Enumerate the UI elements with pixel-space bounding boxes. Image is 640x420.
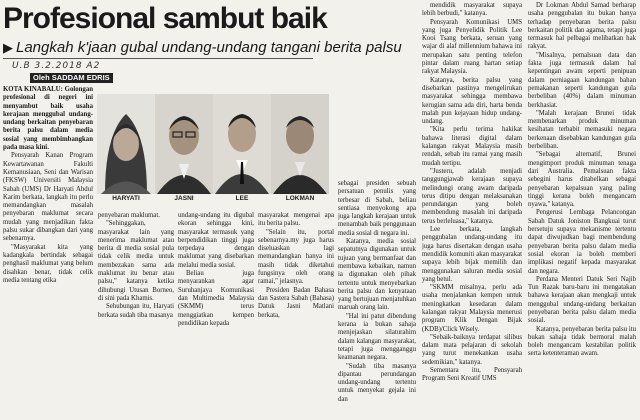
paragraph: Katanya, berita palsu yang disebarkan pastinya mengelirukan masyarakat sehingga membawa kerugian sama ada diri, harta benda malah pun kejayaan hidup undang-undang.	[422, 76, 522, 126]
paragraph: Pengerusi Lembaga Pelancongan Sabah Datuk Joniston Bangkuai turut bersetuju supaya mekanisme tertentu dapat diwujudkan bagi membendung penyebaran berita palsu dalam media sosial ekoran ia boleh memberi implikasi negatif kepada masyarakat dan negara.	[528, 209, 636, 275]
paragraph: KOTA KINABALU: Golongan profesional di negeri ini menyambut baik usaha kerajaan menggubal undang-undang berkaitan penyebaran berita palsu dalam media sosial yang membimbangkan pada masa kini.	[3, 86, 93, 152]
paragraph: Sehubungan itu, Haryati berkata sudah tiba masanya	[98, 303, 174, 319]
paragraph: "Selain itu, portal sebenarnya.my juga harus diseluaskan lagi memandangkan hanya ini masih tidak diketahui fungsinya oleh orang ramai," jelasnya.	[258, 228, 334, 286]
paragraph: Katanya, media sosial sepatutnya digunakan untuk tujuan yang bermanfaat dan membawa kebaikan, namun ia digunakan oleh pihak tertentu untuk menyebarkan berita palsu dan kenyataan yang bertujuan menjatuhkan maruah orang lain.	[338, 238, 416, 312]
paragraph: penyebaran maklumat.	[98, 212, 160, 219]
byline: Oleh SADDAM EDRIS	[30, 73, 113, 83]
caption-jasni: JASNI	[174, 195, 194, 202]
handwritten-date: U.B 3.2.2018 A2	[12, 61, 101, 71]
paragraph: Beliau juga menyarankan agar Suruhanjaya Komunikasi dan Multimedia Malaysia (SKMM) terus menggiatkan kempen pendidikan kepada	[178, 270, 254, 327]
paragraph: Sementara itu, Pensyarah Program Seni Kreatif UMS	[422, 367, 522, 383]
paragraph: Lee berkata, langkah penggubalan undang-undang itu juga harus disertakan dengan usaha mendidik komuniti akan masyarakat supaya lebih bijak memilih dan menggunakan saluran media sosial yang betul.	[422, 226, 522, 283]
photo-lee	[213, 94, 271, 194]
paragraph: "Masyarakat kita yang kadangkala bertindak sebagai penghasil maklumat yang belum disahkan benar, tidak celik media tentang etika	[3, 243, 93, 284]
paragraph: "Malah kerajaan Brunei tidak membenarkan produk minuman kesihatan terbabit memasuki negara berkenaan disebabkan kandungan gula berbeliban.	[528, 109, 636, 151]
paragraph: sebagai presiden sebuah persatuan penulis yang terbesar di Sabah, beliau sentiasa menyokong apa juga langkah kerajaan untuk menambah baik penggunaan media sosial di negara ini.	[338, 180, 416, 237]
article-column-7	[528, 2, 636, 418]
article-column-2	[98, 212, 174, 418]
paragraph: "Sebagai alternatif, Brunei mengimport produk minuman tenaga dari Australia. Pemalsuan fakta sebegini harus ditabelkan sebagai penyebaran kepalsuan yang paling tinggi kerana boleh mengancam nyawa," katanya.	[528, 151, 636, 209]
subhead-rule	[3, 58, 313, 59]
paragraph: "Sebaik-baiknya terdapat silibus dalam mata pelajaran di sekolah yang turut menekankan usaha sedemikian," katanya.	[422, 333, 522, 366]
subhead	[3, 38, 402, 58]
paragraph: "Kita perlu terima hakikat bahawa literasi digital dalam kalangan rakyat Malaysia masih rendah, sebab itu ramai yang masih mudah tertipu.	[422, 126, 522, 167]
paragraph: Perdana Menteri Datuk Seri Najib Tun Razak baru-baru ini mengatakan bahawa kerajaan akan mengkaji untuk menggubal undang-undang berkaitan penyebaran berita palsu dalam media sosial.	[528, 275, 636, 325]
paragraph: "Hal ini patut dibendung kerana ia bukan sahaja menjejaskan silaturahim dalam kalangan masyarakat, tetapi juga mengganggu keamanan negara.	[338, 312, 416, 362]
paragraph: mendidik masyarakat supaya lebih berbudi," katanya.	[422, 2, 522, 18]
article-column-4	[258, 212, 334, 418]
paragraph: "Sehinggakan, masyarakat lain yang menerima maklumat atau berita di media sosial pula tidak celik media untuk membezakan sama ada maklumat itu benar atau palsu," katanya ketika dihubungi Utusan Borneo, di sini pada Khamis.	[98, 220, 174, 302]
article-column-1	[3, 86, 93, 418]
article-column-3	[178, 212, 254, 418]
paragraph: Katanya, penyebaran berita palsu itu bukan sahaja tidak bermoral malah boleh mengancam kestabilan politik serta ketenteraman awam.	[528, 325, 636, 358]
caption-lokman: LOKMAN	[285, 195, 315, 202]
caption-lee: LEE	[235, 195, 249, 202]
photo-strip	[97, 94, 332, 204]
paragraph: masyarakat mengenai apa itu berita palsu.	[258, 212, 334, 228]
paragraph: Presiden Badan Bahasa dan Sastera Sabah (Bahasa) Datuk Jasni Matlani berkata,	[258, 286, 334, 319]
photo-lokman	[271, 94, 329, 194]
article-column-5	[338, 180, 416, 418]
paragraph: "Misalnya, pemalsuan data dan fakta juga termasuk dalam hal kepentingan awam seperti penipuan dalam perniagaan kandungan bahan pemakanan seperti kandungan gula berbeliban (40%) dalam minuman berkhasiat.	[528, 51, 636, 109]
photo-haryati	[97, 94, 155, 194]
headline: Profesional sambut baik	[3, 2, 327, 35]
subhead-text: Langkah k'jaan gubal undang-undang tangani berita palsu	[16, 39, 402, 56]
arrow-icon: ▶	[3, 40, 13, 55]
paragraph: "SKMM misalnya, perlu ada usaha menjalankan kempen untuk meningkatkan kesedaran dalam kalangan rakyat Malaysia menerusi program Klik Dengan Bijak (KDB)/Click Wisely.	[422, 284, 522, 333]
paragraph: "Sudah tiba masanya dipantau perundangan undang-undang tertentu untuk menyekat gejala ini dan	[338, 362, 416, 403]
paragraph: Pensyarah Kanan Program Kewartawanan Fakulti Kemanusiaan, Seni dan Warisan (FKSW) Universiti Malaysia Sabah (UMS) Dr Haryati Abdul Karim berkata, langkah itu perlu memandangkan masalah penyebaran maklumat secara mudah yang menjadikan fakta palsu sukar dibangkan dari yang sebenarnya.	[3, 152, 93, 243]
paragraph: Pensyarah Komunikasi UMS yang juga Penyelidik Politik Lee Kooi Tsang berkata, seruan yang wajar di alaf millennium bahawa ini merupakan satu penting telefon pintar dalam ruang hartan setiap rakyat Malaysia.	[422, 18, 522, 76]
caption-haryati: HARYATI	[112, 195, 140, 202]
photo-jasni	[155, 94, 213, 194]
paragraph: undang-undang itu digubal ekoran sehingga kini, masyarakat termasuk yang berpendidikan tinggi juga terpedaya dengan maklumat yang disebarkan melalui media sosial.	[178, 212, 254, 269]
paragraph: "Justeru, adalah menjadi tanggungjawab kerajaan supaya melindungi orang awam daripada terus ditipu dengan melaksanakan perundangan yang boleh membendung masalah ini daripada terus berleluasa," katanya.	[422, 167, 522, 225]
article-column-6	[422, 2, 522, 418]
paragraph: Dr Lokman Abdul Samad berharap usaha penggubalan itu bukan hanya terhadap penyebaran berita palsu berkaitan politik dan agama, tetapi juga termasuk hal pelbagai melibatkan hak rakyat.	[528, 2, 636, 51]
